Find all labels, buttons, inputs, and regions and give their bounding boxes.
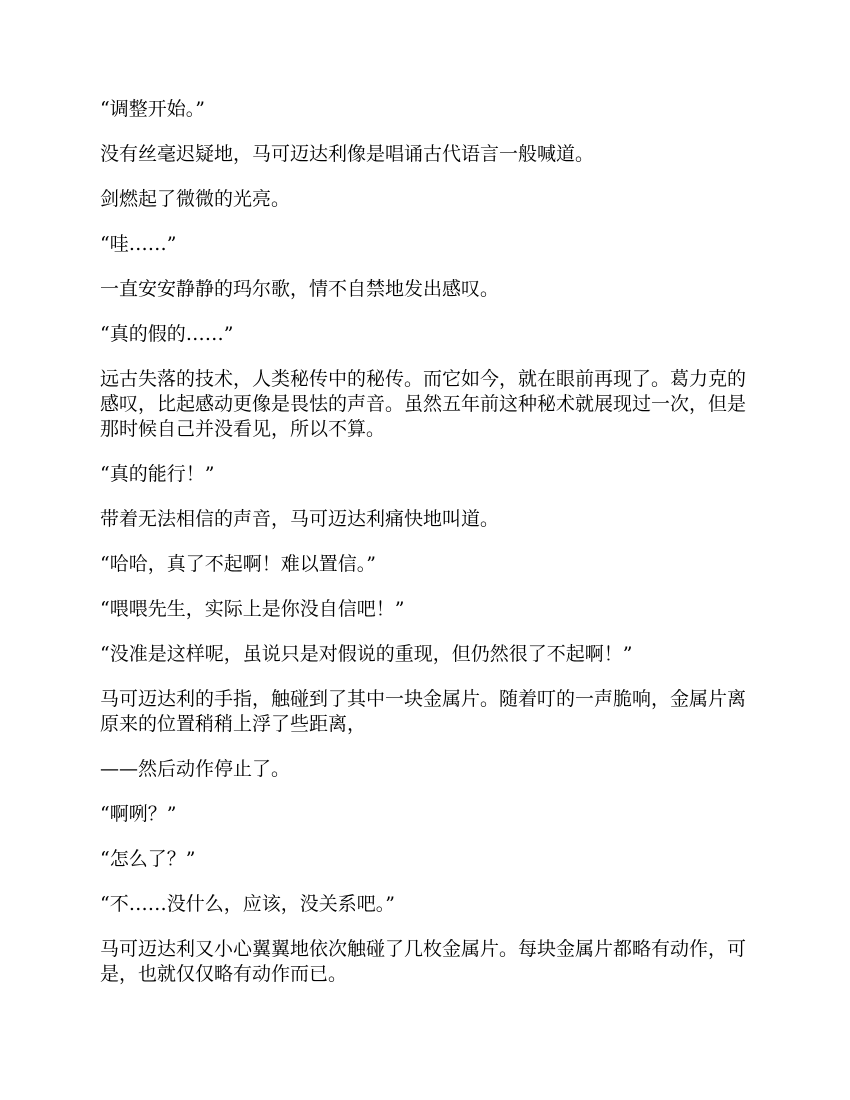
paragraph: “啊咧？” — [100, 803, 177, 825]
paragraph: “调整开始。” — [100, 98, 205, 120]
paragraph: 剑燃起了微微的光亮。 — [100, 188, 291, 210]
paragraph: “不……没什么，应该，没关系吧。” — [100, 893, 395, 915]
paragraph: “哇……” — [100, 233, 177, 255]
paragraph: “喂喂先生，实际上是你没自信吧！” — [100, 598, 405, 620]
document-body — [100, 97, 750, 1007]
paragraph: “真的能行！” — [100, 463, 215, 485]
paragraph: 远古失落的技术，人类秘传中的秘传。而它如今，就在眼前再现了。葛力克的感叹，比起感动更像是畏怯的声音。虽然五年前这种秘术就展现过一次，但是那时候自己并没看见，所以不算。 — [100, 368, 747, 440]
paragraph: ——然后动作停止了。 — [100, 758, 291, 780]
paragraph: 马可迈达利的手指，触碰到了其中一块金属片。随着叮的一声脆响，金属片离原来的位置稍稍上浮了些距离， — [100, 688, 747, 735]
paragraph: “哈哈，真了不起啊！难以置信。” — [100, 553, 376, 575]
paragraph: 带着无法相信的声音，马可迈达利痛快地叫道。 — [100, 508, 500, 530]
paragraph: “怎么了？” — [100, 848, 196, 870]
paragraph: 没有丝毫迟疑地，马可迈达利像是唱诵古代语言一般喊道。 — [100, 143, 595, 165]
paragraph: “没准是这样呢，虽说只是对假说的重现，但仍然很了不起啊！” — [100, 643, 633, 665]
paragraph: “真的假的……” — [100, 323, 234, 345]
paragraph: 马可迈达利又小心翼翼地依次触碰了几枚金属片。每块金属片都略有动作，可是，也就仅仅略有动作而已。 — [100, 938, 747, 985]
paragraph: 一直安安静静的玛尔歌，情不自禁地发出感叹。 — [100, 278, 500, 300]
